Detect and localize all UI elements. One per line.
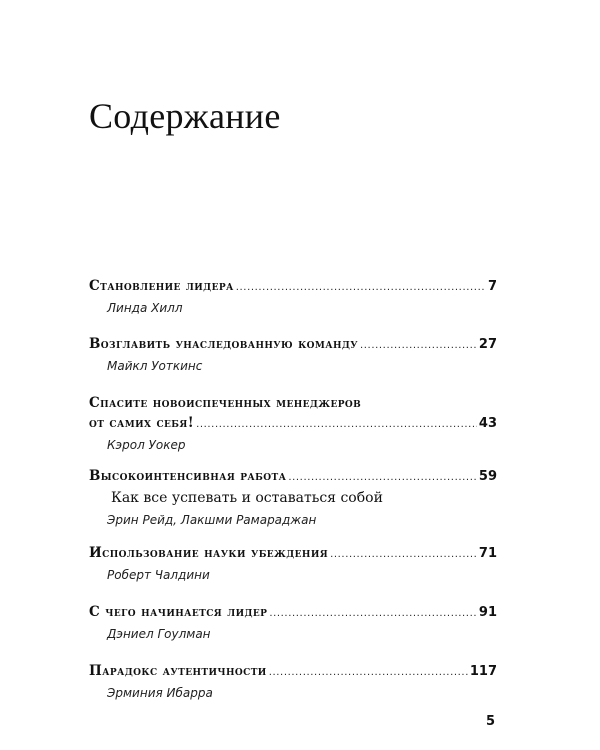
entry-page: 43 [478,416,497,431]
entry-author: Эрин Рейд, Лакшми Рамараджан [107,513,317,527]
toc-entry[interactable] [89,661,497,702]
entry-subtitle: Как все успевать и оставаться собой [111,490,383,506]
page-number: 5 [486,714,496,729]
entry-page: 117 [469,664,497,679]
toc-entry[interactable] [89,543,497,584]
dot-leader [360,336,477,356]
entry-title: Высокоинтенсивная работа [89,468,287,484]
page-title: Содержание [89,96,281,136]
dot-leader [196,415,477,435]
dot-leader [330,545,477,565]
entry-page: 7 [487,279,497,294]
entry-page: 27 [478,337,497,352]
toc-entry[interactable] [89,276,497,317]
dot-leader [269,663,468,683]
dot-leader [269,604,477,624]
entry-title: С чего начинается лидер [89,604,268,620]
entry-author: Кэрол Уокер [107,438,186,452]
dot-leader [236,278,486,298]
entry-page: 59 [478,469,497,484]
entry-title: Парадокс аутентичности [89,663,267,679]
toc-entry[interactable] [89,602,497,643]
toc-entry[interactable] [89,393,497,454]
entry-title: от самих себя! [89,415,195,431]
entry-page: 91 [478,605,497,620]
entry-title: Становление лидера [89,278,234,294]
entry-author: Линда Хилл [107,301,183,315]
entry-author: Дэниел Гоулман [107,627,211,641]
entry-author: Роберт Чалдини [107,568,210,582]
entry-title: Использование науки убеждения [89,545,329,561]
toc-entry[interactable] [89,466,497,529]
entry-author: Майкл Уоткинс [107,359,203,373]
dot-leader [288,468,477,488]
entry-title: Спасите новоиспеченных менеджеров [89,395,362,411]
entry-page: 71 [478,546,497,561]
entry-title: Возглавить унаследованную команду [89,336,358,352]
entry-author: Эрминия Ибарра [107,686,213,700]
toc-entry[interactable] [89,334,497,375]
